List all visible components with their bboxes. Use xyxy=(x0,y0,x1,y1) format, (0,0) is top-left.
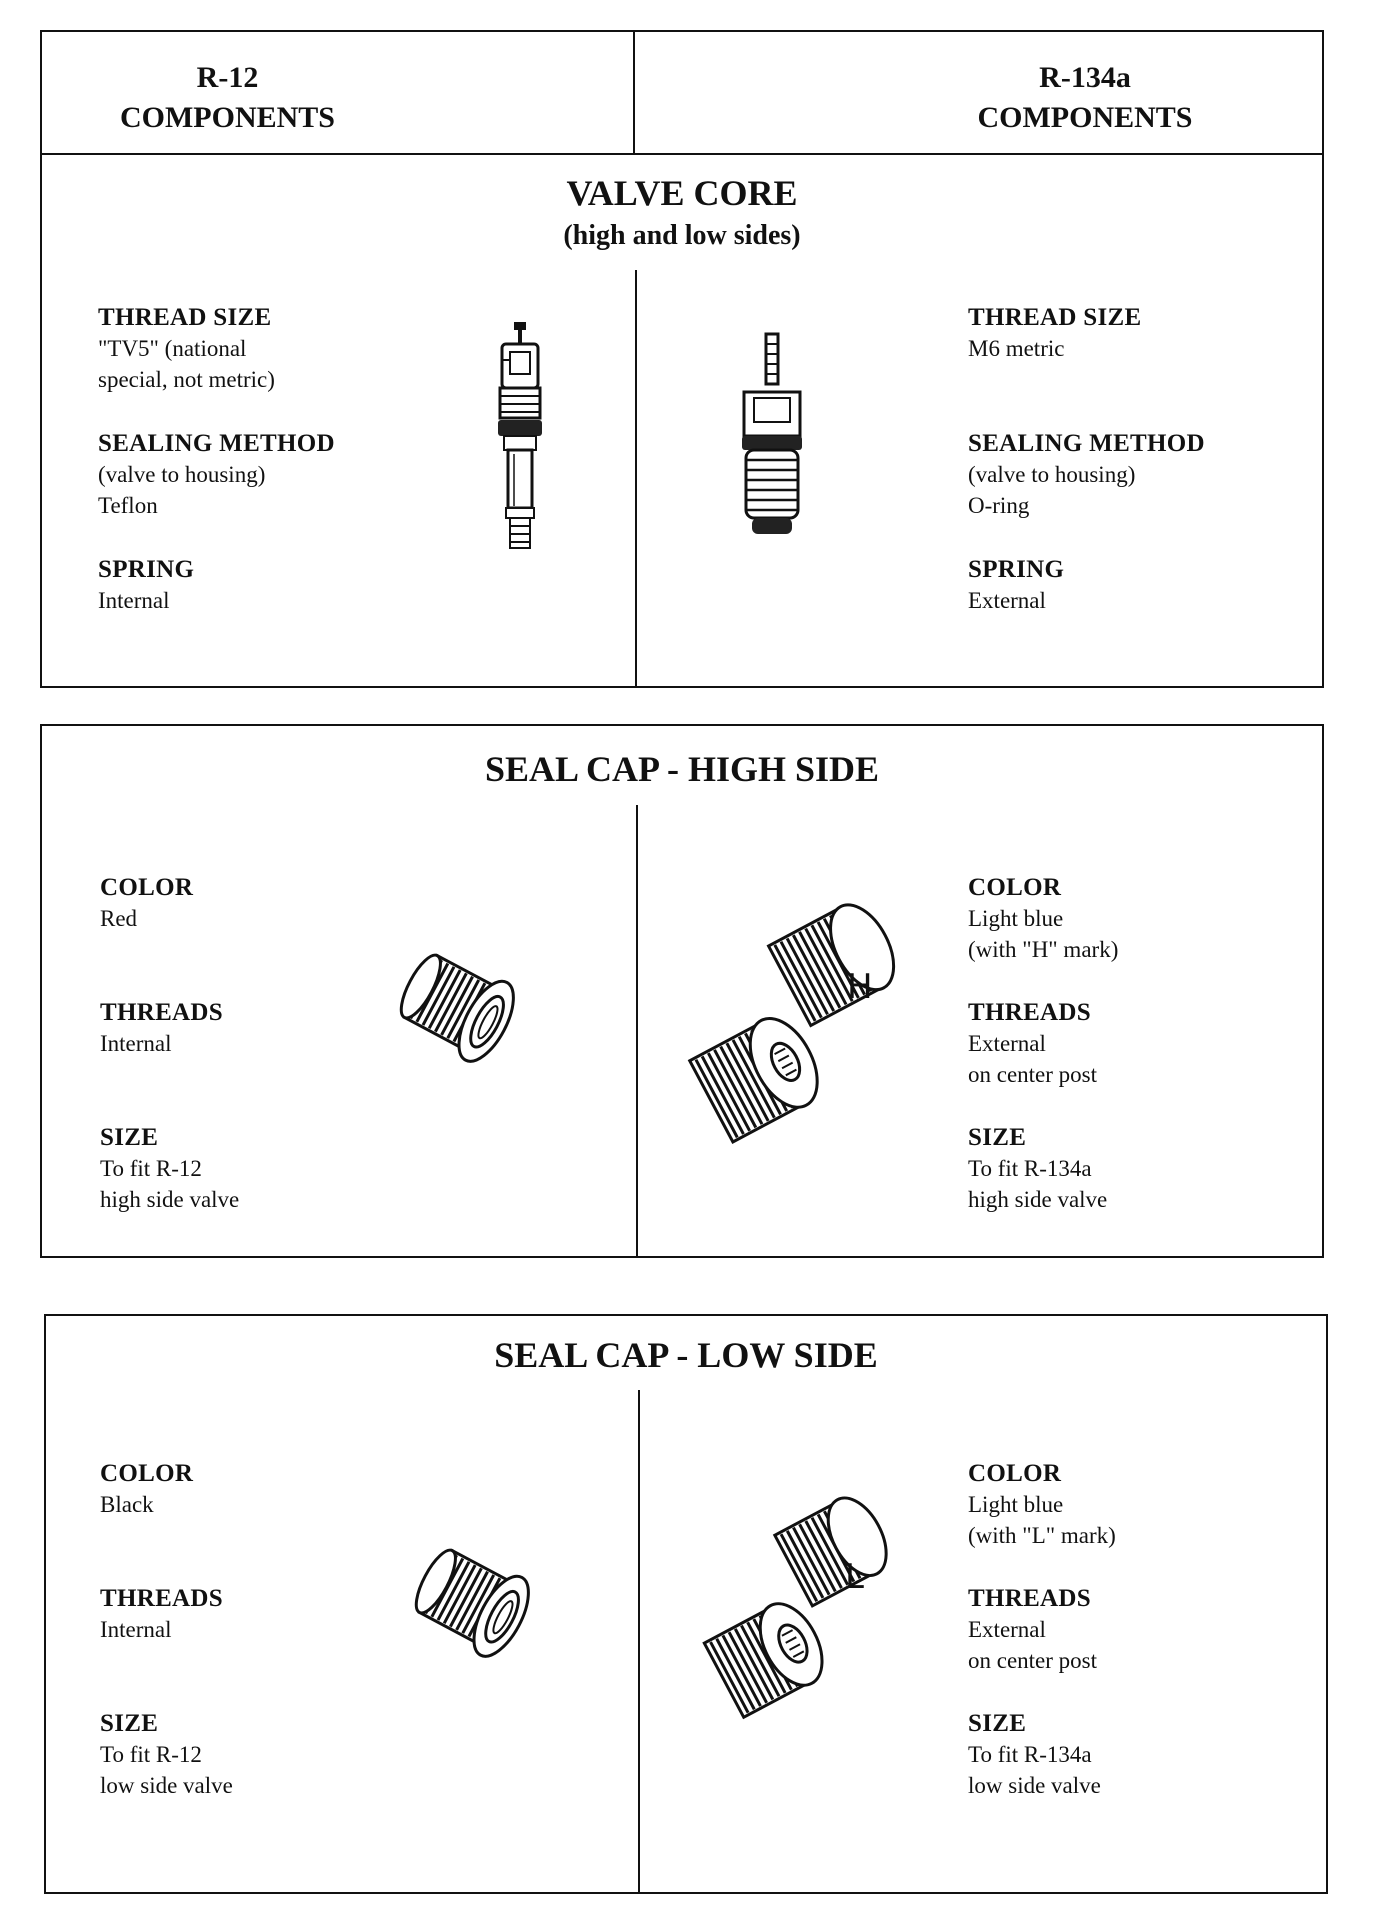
spec-right-thread-size: THREAD SIZE M6 metric xyxy=(968,304,1142,361)
r134a-low-side-caps-illustration xyxy=(695,1470,925,1730)
spec-right-color: COLOR Light blue (with "L" mark) xyxy=(968,1460,1116,1548)
section-title: VALVE CORE xyxy=(566,173,798,213)
spec-left-threads: THREADS Internal xyxy=(100,999,223,1056)
cap-mark-l: L xyxy=(845,1557,864,1597)
valve-core-section xyxy=(40,154,1324,688)
valve-core-column-divider xyxy=(635,270,637,688)
r12-high-side-cap-illustration xyxy=(395,945,535,1075)
spec-left-color: COLOR Black xyxy=(100,1460,194,1517)
spec-left-size: SIZE To fit R-12 high side valve xyxy=(100,1124,240,1212)
spec-left-threads: THREADS Internal xyxy=(100,1585,223,1642)
spec-left-size: SIZE To fit R-12 low side valve xyxy=(100,1710,233,1798)
header-right-line2: COMPONENTS xyxy=(977,101,1193,134)
section-subtitle: (high and low sides) xyxy=(563,220,801,251)
spec-right-sealing-method: SEALING METHOD (valve to housing) O-ring xyxy=(968,430,1205,518)
header-right xyxy=(900,58,1270,138)
header-left-line1: R-12 xyxy=(196,61,259,94)
header-right-line1: R-134a xyxy=(1039,61,1131,94)
section-title: SEAL CAP - LOW SIDE xyxy=(494,1335,878,1375)
header-left xyxy=(40,58,415,138)
spec-left-color: COLOR Red xyxy=(100,874,194,931)
seal-cap-low-side-table xyxy=(44,1314,1328,1894)
spec-right-threads: THREADS External on center post xyxy=(968,1585,1098,1673)
spec-right-threads: THREADS External on center post xyxy=(968,999,1098,1087)
r12-valve-core-illustration xyxy=(480,320,560,560)
header-left-line2: COMPONENTS xyxy=(119,101,335,134)
spec-right-size: SIZE To fit R-134a high side valve xyxy=(968,1124,1108,1212)
r134a-high-side-caps-illustration xyxy=(685,872,925,1162)
cap-mark-h: H xyxy=(847,967,873,1007)
r12-low-side-cap-illustration xyxy=(410,1540,550,1670)
spec-left-spring: SPRING Internal xyxy=(98,556,195,613)
spec-right-spring: SPRING External xyxy=(968,556,1065,613)
r134a-valve-core-illustration xyxy=(728,332,818,552)
spec-right-color: COLOR Light blue (with "H" mark) xyxy=(968,874,1119,962)
spec-left-thread-size: THREAD SIZE "TV5" (national special, not metric) xyxy=(98,304,275,392)
low-side-column-divider xyxy=(638,1390,640,1894)
section-title: SEAL CAP - HIGH SIDE xyxy=(484,749,880,789)
high-side-column-divider xyxy=(636,805,638,1258)
spec-left-sealing-method: SEALING METHOD (valve to housing) Teflon xyxy=(98,430,335,518)
header-column-divider xyxy=(633,30,635,154)
spec-right-size: SIZE To fit R-134a low side valve xyxy=(968,1710,1101,1798)
